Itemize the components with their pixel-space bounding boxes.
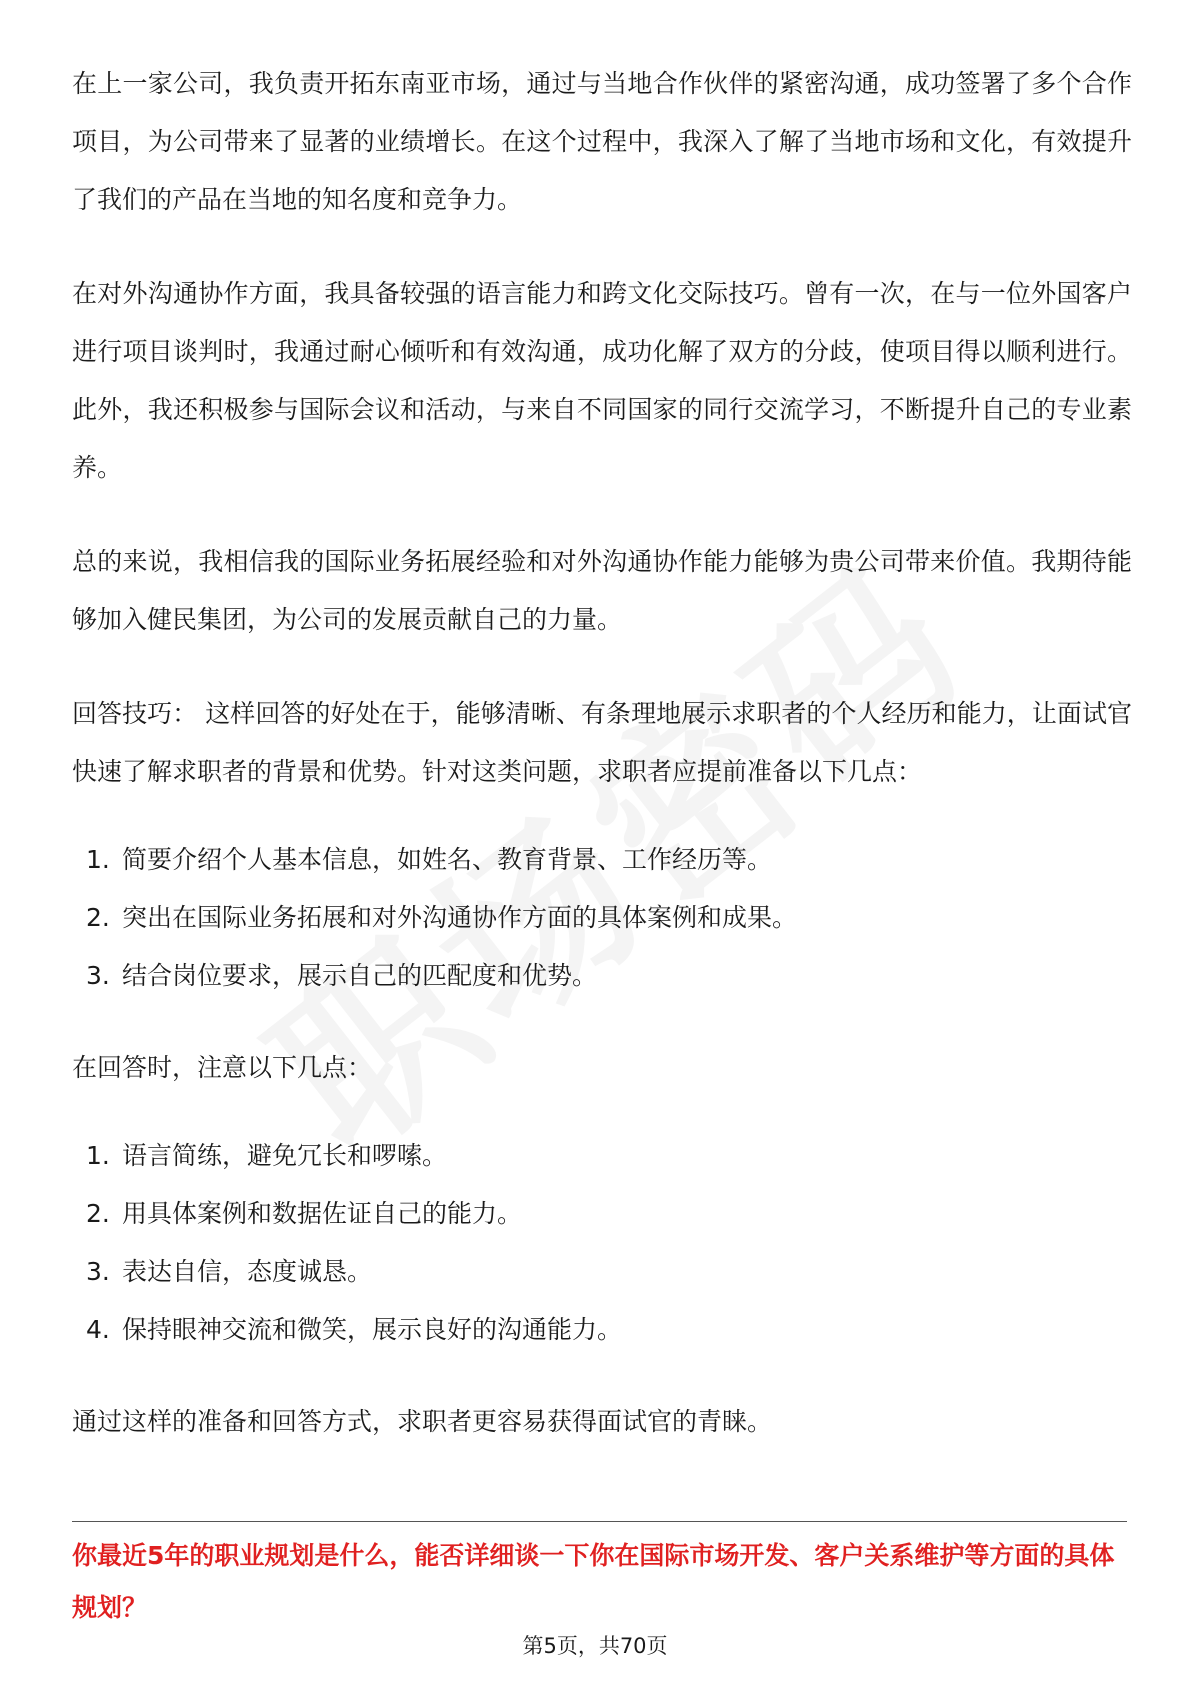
list-item [72,1301,1132,1359]
main-content [72,55,1132,1487]
list-item-number: 3. [86,1257,110,1286]
list-item [72,947,1132,1005]
paragraph-attention: 在回答时，注意以下几点： [72,1053,373,1082]
list-item-number: 2. [86,1199,110,1228]
list-item-number: 2. [86,903,110,932]
preparation-list [72,831,1132,1005]
paragraph-summary: 总的来说，我相信我的国际业务拓展经验和对外沟通协作能力能够为贵公司带来价值。我期待能够加入健民集团，为公司的发展贡献自己的力量。 [72,547,1132,634]
list-item-number: 1. [86,1141,110,1170]
paragraph-communication: 在对外沟通协作方面，我具备较强的语言能力和跨文化交际技巧。曾有一次，在与一位外国客户进行项目谈判时，我通过耐心倾听和有效沟通，成功化解了双方的分歧，使项目得以顺利进行。此外，我还积极参与国际会议和活动，与来自不同国家的同行交流学习，不断提升自己的专业素养。 [72,279,1132,482]
list-item [72,831,1132,889]
list-item-text: 突出在国际业务拓展和对外沟通协作方面的具体案例和成果。 [122,903,798,932]
list-item-number: 3. [86,961,110,990]
list-item-text: 简要介绍个人基本信息，如姓名、教育背景、工作经历等。 [122,845,773,874]
paragraph-conclusion: 通过这样的准备和回答方式，求职者更容易获得面试官的青睐。 [72,1407,773,1436]
next-question: 你最近5年的职业规划是什么，能否详细谈一下你在国际市场开发、客户关系维护等方面的具体规划？ [72,1541,1115,1622]
paragraph-experience: 在上一家公司，我负责开拓东南亚市场，通过与当地合作伙伴的紧密沟通，成功签署了多个合作项目，为公司带来了显著的业绩增长。在这个过程中，我深入了解了当地市场和文化，有效提升了我们的产品在当地的知名度和竞争力。 [72,69,1132,214]
list-item [72,1127,1132,1185]
section-divider [72,1521,1127,1522]
list-item-text: 用具体案例和数据佐证自己的能力。 [122,1199,523,1228]
list-item-text: 结合岗位要求，展示自己的匹配度和优势。 [122,961,598,990]
list-item [72,889,1132,947]
page-number: 第5页，共70页 [522,1634,668,1658]
list-item-text: 保持眼神交流和微笑，展示良好的沟通能力。 [122,1315,623,1344]
list-item [72,1185,1132,1243]
list-item-number: 4. [86,1315,110,1344]
attention-list [72,1127,1132,1359]
list-item-text: 表达自信，态度诚恳。 [122,1257,373,1286]
paragraph-tips: 回答技巧： 这样回答的好处在于，能够清晰、有条理地展示求职者的个人经历和能力，让面试官快速了解求职者的背景和优势。针对这类问题，求职者应提前准备以下几点： [72,699,1132,786]
list-item-number: 1. [86,845,110,874]
list-item-text: 语言简练，避免冗长和啰嗦。 [122,1141,448,1170]
list-item [72,1243,1132,1301]
